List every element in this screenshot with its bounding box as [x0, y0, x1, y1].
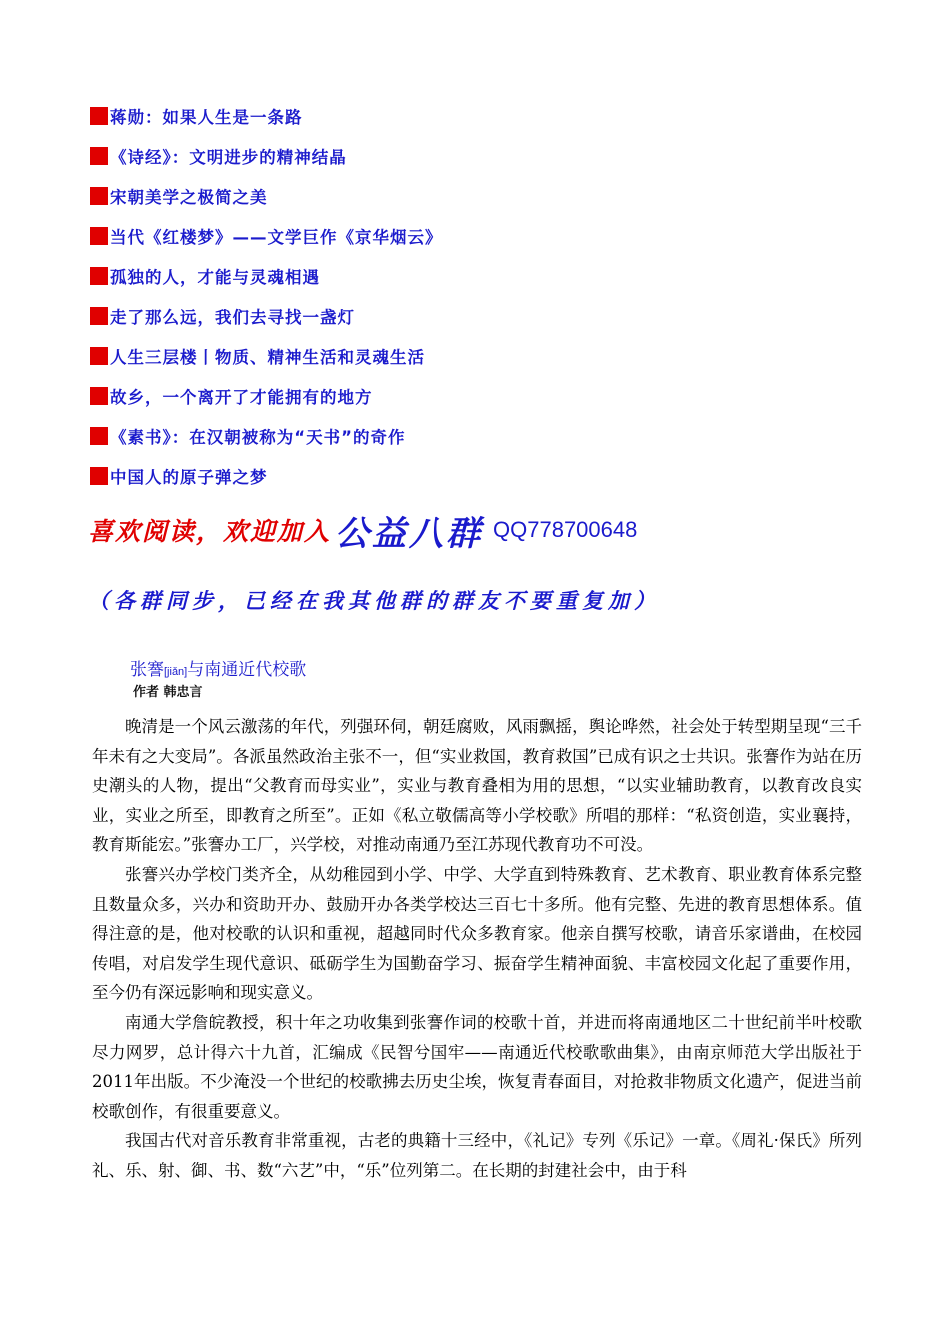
article-author: 作者 韩忠言: [133, 685, 203, 700]
article-title-rest: 与南通近代校歌: [187, 660, 307, 679]
related-article-link[interactable]: [90, 136, 850, 176]
related-article-title[interactable]: 《诗经》：文明进步的精神结晶: [110, 148, 347, 167]
related-article-title[interactable]: 当代《红楼梦》——文学巨作《京华烟云》: [110, 228, 443, 247]
related-article-link[interactable]: [90, 96, 850, 136]
related-article-link[interactable]: [90, 456, 850, 496]
red-square-bullet-icon: [90, 227, 108, 245]
red-square-bullet-icon: [90, 347, 108, 365]
related-article-title[interactable]: 蒋勋：如果人生是一条路: [110, 108, 303, 127]
related-article-title[interactable]: 孤独的人，才能与灵魂相遇: [110, 268, 320, 287]
article-title-pinyin: [jiǎn]: [164, 666, 188, 678]
promo-headline: [88, 510, 868, 554]
red-square-bullet-icon: [90, 387, 108, 405]
related-article-link[interactable]: [90, 416, 850, 456]
red-square-bullet-icon: [90, 267, 108, 285]
red-square-bullet-icon: [90, 107, 108, 125]
related-article-title[interactable]: 走了那么远，我们去寻找一盏灯: [110, 308, 355, 327]
promo-note: （各群同步，已经在我其他群的群友不要重复加）: [88, 588, 660, 613]
related-article-link[interactable]: [90, 176, 850, 216]
article-title-name: 张謇: [130, 660, 164, 679]
related-article-title[interactable]: 故乡，一个离开了才能拥有的地方: [110, 388, 373, 407]
related-article-link[interactable]: [90, 376, 850, 416]
article-paragraph: 南通大学詹皖教授，积十年之功收集到张謇作词的校歌十首，并进而将南通地区二十世纪前半叶校歌尽力网罗，总计得六十九首，汇编成《民智兮国牢——南通近代校歌歌曲集》，由南京师范大学出版社于2011年出版。不少淹没一个世纪的校歌拂去历史尘埃，恢复青春面目，对抢救非物质文化遗产，促进当前校歌创作，有很重要意义。: [92, 1012, 862, 1121]
red-square-bullet-icon: [90, 467, 108, 485]
related-article-title[interactable]: 中国人的原子弹之梦: [110, 468, 268, 487]
promo-prefix: 喜欢阅读，欢迎加入: [88, 517, 332, 546]
red-square-bullet-icon: [90, 147, 108, 165]
related-article-title[interactable]: 《素书》：在汉朝被称为“天书”的奇作: [110, 428, 406, 447]
article-body: [92, 712, 862, 1186]
related-article-title[interactable]: 宋朝美学之极简之美: [110, 188, 268, 207]
related-articles-list: [90, 96, 850, 496]
red-square-bullet-icon: [90, 187, 108, 205]
related-article-link[interactable]: [90, 216, 850, 256]
red-square-bullet-icon: [90, 427, 108, 445]
red-square-bullet-icon: [90, 307, 108, 325]
related-article-link[interactable]: [90, 256, 850, 296]
promo-qq-number: QQ778700648: [493, 517, 638, 542]
article-paragraph: 张謇兴办学校门类齐全，从幼稚园到小学、中学、大学直到特殊教育、艺术教育、职业教育体系完整且数量众多，兴办和资助开办、鼓励开办各类学校达三百七十多所。他有完整、先进的教育思想体系。值得注意的是，他对校歌的认识和重视，超越同时代众多教育家。他亲自撰写校歌，请音乐家谱曲，在校园传唱，对启发学生现代意识、砥砺学生为国勤奋学习、振奋学生精神面貌、丰富校园文化起了重要作用，至今仍有深远影响和现实意义。: [92, 864, 862, 1003]
related-article-title[interactable]: 人生三层楼丨物质、精神生活和灵魂生活: [110, 348, 425, 367]
related-article-link[interactable]: [90, 296, 850, 336]
related-article-link[interactable]: [90, 336, 850, 376]
article-title: [130, 655, 306, 680]
article-paragraph: 我国古代对音乐教育非常重视，古老的典籍十三经中，《礼记》专列《乐记》一章。《周礼·保氏》所列礼、乐、射、御、书、数“六艺”中，“乐”位列第二。在长期的封建社会中，由于科: [92, 1131, 862, 1180]
reading-group-promo: [88, 510, 868, 620]
article-paragraph: 晚清是一个风云激荡的年代，列强环伺，朝廷腐败，风雨飘摇，舆论哗然，社会处于转型期呈现“三千年未有之大变局”。各派虽然政治主张不一，但“实业救国，教育救国”已成有识之士共识。张謇作为站在历史潮头的人物，提出“父教育而母实业”，实业与教育叠相为用的思想，“以实业辅助教育，以教育改良实业，实业之所至，即教育之所至”。正如《私立敬儒高等小学校歌》所唱的那样：“私资创造，实业襄持，教育斯能宏。”张謇办工厂，兴学校，对推动南通乃至江苏现代教育功不可没。: [92, 717, 862, 855]
promo-group-name: 公益八群: [335, 513, 484, 554]
